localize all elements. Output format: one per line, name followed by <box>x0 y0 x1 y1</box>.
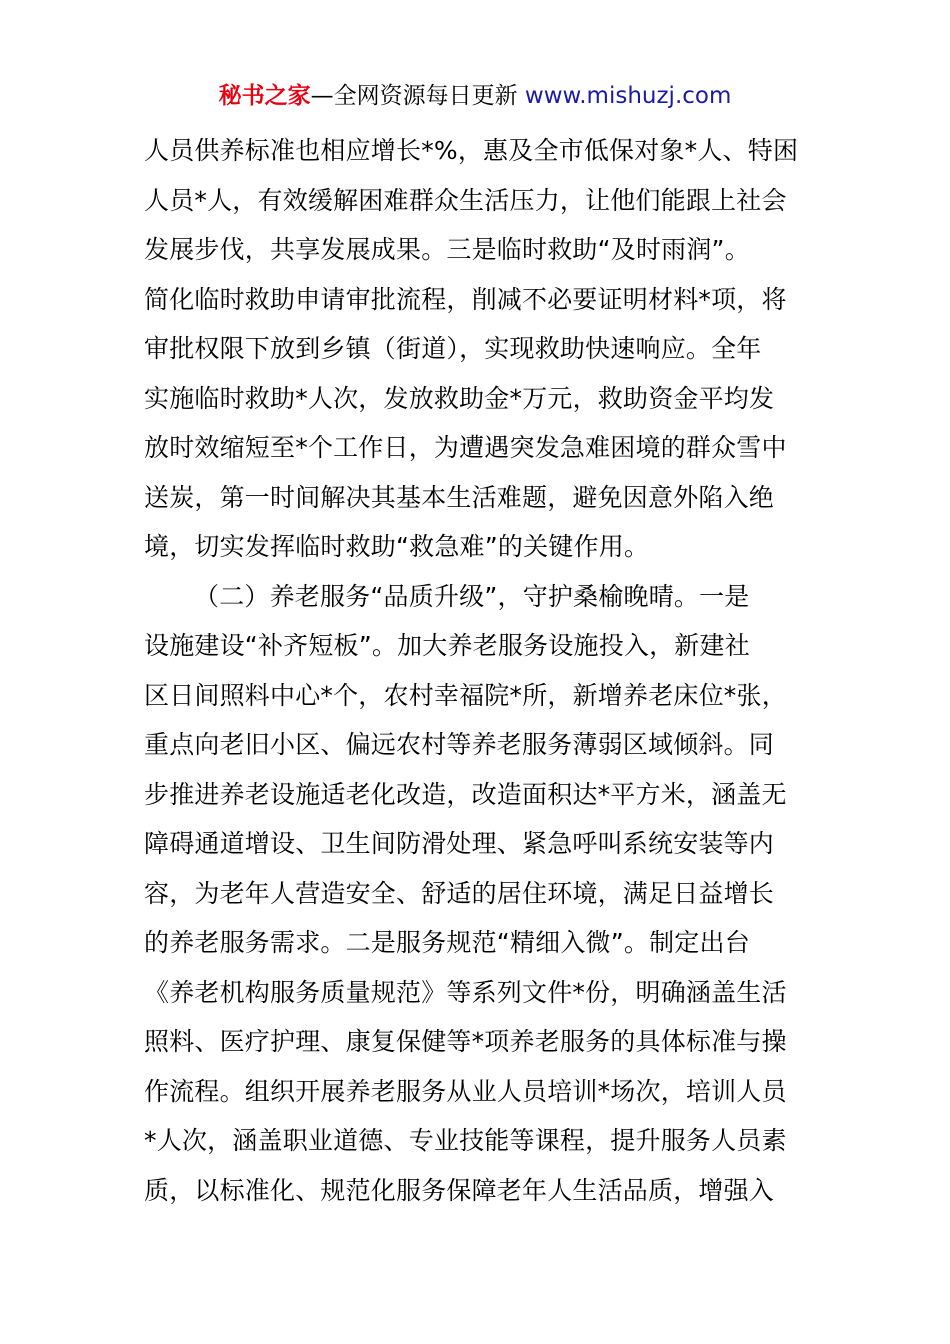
text-line: 简化临时救助申请审批流程，削减不必要证明材料*项，将 <box>144 284 787 314</box>
text-line: 作流程。组织开展养老服务从业人员培训*场次，培训人员 <box>144 1076 787 1106</box>
text-line: 境，切实发挥临时救助“救急难”的关键作用。 <box>144 532 650 561</box>
section-heading-line: （二）养老服务“品质升级”，守护桑榆晚晴。一是 <box>194 581 750 611</box>
text-line: 放时效缩短至*个工作日，为遭遇突发急难困境的群众雪中 <box>144 433 787 462</box>
site-tagline: —全网资源每日更新 <box>310 83 525 109</box>
text-line: 《养老机构服务质量规范》等系列文件*份，明确涵盖生活 <box>144 977 787 1007</box>
text-line: 区日间照料中心*个，农村幸福院*所，新增养老床位*张， <box>144 680 787 710</box>
site-url-link[interactable]: www.mishuzj.com <box>524 83 732 109</box>
text-line: 送炭，第一时间解决其基本生活难题，避免因意外陷入绝 <box>144 482 775 512</box>
text-line: 容，为老年人营造安全、舒适的居住环境，满足日益增长 <box>144 878 775 908</box>
text-line: 障碍通道增设、卫生间防滑处理、紧急呼叫系统安装等内 <box>144 829 775 858</box>
site-brand: 秘书之家 <box>218 83 311 109</box>
text-line: 质，以标准化、规范化服务保障老年人生活品质，增强入 <box>144 1175 775 1205</box>
text-line: 人员*人，有效缓解困难群众生活压力，让他们能跟上社会 <box>144 185 787 215</box>
text-line: 人员供养标准也相应增长*%，惠及全市低保对象*人、特困 <box>144 136 799 165</box>
document-body <box>144 126 808 1215</box>
text-line: 的养老服务需求。二是服务规范“精细入微”。制定出台 <box>144 928 750 957</box>
text-line: 实施临时救助*人次，发放救助金*万元，救助资金平均发 <box>144 383 775 413</box>
site-header <box>0 80 950 112</box>
text-line: *人次，涵盖职业道德、专业技能等课程，提升服务人员素 <box>144 1126 787 1155</box>
text-line: 设施建设“补齐短板”。加大养老服务设施投入，新建社 <box>144 631 750 660</box>
text-line: 发展步伐，共享发展成果。三是临时救助“及时雨润”。 <box>144 235 750 264</box>
text-line: 重点向老旧小区、偏远农村等养老服务薄弱区域倾斜。同 <box>144 730 775 759</box>
text-line: 步推进养老设施适老化改造，改造面积达*平方米，涵盖无 <box>144 779 787 809</box>
text-line: 照料、医疗护理、康复保健等*项养老服务的具体标准与操 <box>144 1027 787 1056</box>
text-line: 审批权限下放到乡镇（街道），实现救助快速响应。全年 <box>144 334 762 363</box>
